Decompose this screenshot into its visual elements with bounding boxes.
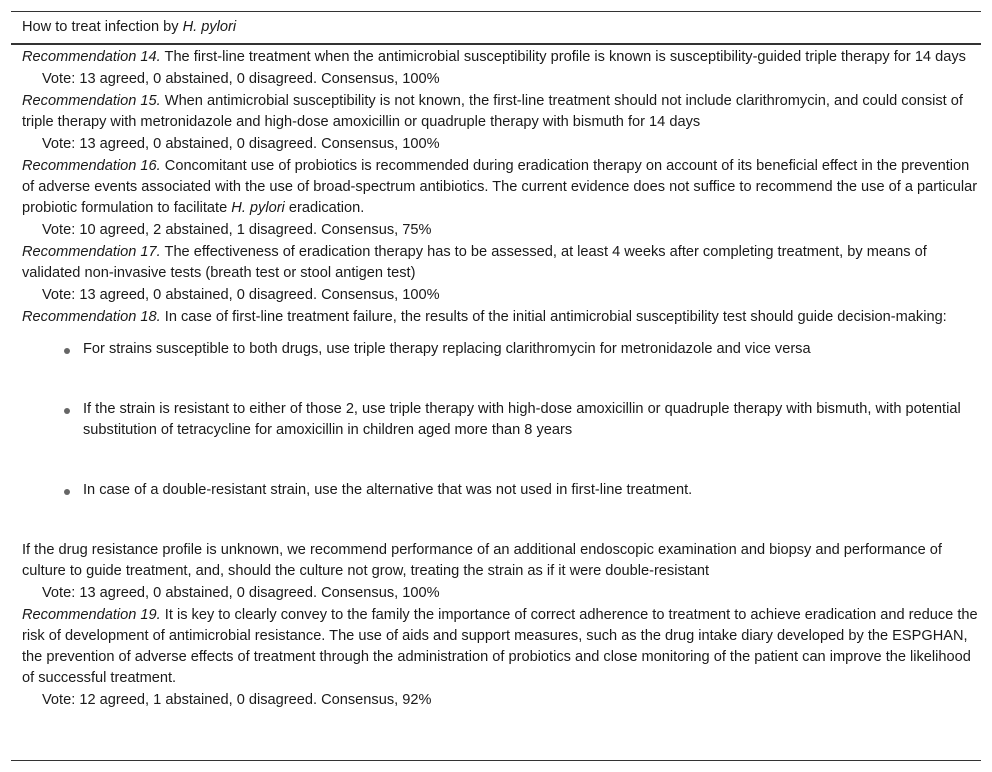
rec15-vote: Vote: 13 agreed, 0 abstained, 0 disagreed. Consensus, 100% — [42, 136, 440, 152]
rec16-label: Recommendation 16. — [22, 158, 161, 174]
rec14-label: Recommendation 14. — [22, 49, 161, 65]
table-bottom-rule — [11, 760, 981, 761]
rec14-text: The first-line treatment when the antimicrobial susceptibility profile is known is susceptibility-guided triple therapy for 14 days — [160, 49, 966, 65]
rec16-text-end: eradication. — [284, 200, 365, 216]
recommendation-19 — [22, 605, 981, 689]
rec18-text: In case of first-line treatment failure, the results of the initial antimicrobial susceptibility test should guide decision-making: — [160, 309, 947, 325]
bullet-icon — [64, 408, 70, 414]
rec16-vote: Vote: 10 agreed, 2 abstained, 1 disagreed. Consensus, 75% — [42, 222, 432, 238]
rec16-organism: H. pylori — [231, 200, 285, 216]
bullet-text: For strains susceptible to both drugs, use triple therapy replacing clarithromycin for metronidazole and vice versa — [83, 341, 811, 357]
bullet-text: In case of a double-resistant strain, use the alternative that was not used in first-line treatment. — [83, 482, 693, 498]
rec14-vote: Vote: 13 agreed, 0 abstained, 0 disagreed. Consensus, 100% — [42, 71, 440, 87]
list-item — [22, 399, 981, 441]
header-prefix: How to treat infection by — [22, 19, 183, 35]
rec18-label: Recommendation 18. — [22, 309, 161, 325]
rec19-label: Recommendation 19. — [22, 607, 161, 623]
rec19-vote: Vote: 12 agreed, 1 abstained, 0 disagreed. Consensus, 92% — [42, 692, 432, 708]
rec17-text: The effectiveness of eradication therapy has to be assessed, at least 4 weeks after completing treatment, by means of validated non-invasive tests (breath test or stool antigen test) — [22, 244, 927, 281]
rec18-followup: If the drug resistance profile is unknown, we recommend performance of an additional endoscopic examination and biopsy and performance of culture to guide treatment, and, should the culture not grow, treating the strain as if it were double-resistant — [22, 542, 942, 579]
bullet-icon — [64, 489, 70, 495]
list-item — [22, 480, 981, 501]
recommendation-18 — [22, 307, 981, 328]
recommendation-16 — [22, 156, 981, 219]
rec17-vote: Vote: 13 agreed, 0 abstained, 0 disagreed. Consensus, 100% — [42, 287, 440, 303]
header-organism: H. pylori — [182, 19, 237, 35]
recommendations-table — [11, 11, 981, 712]
rec18-vote: Vote: 13 agreed, 0 abstained, 0 disagreed. Consensus, 100% — [42, 585, 440, 601]
table-body — [11, 45, 981, 712]
list-item — [22, 339, 981, 360]
table-header — [11, 12, 981, 45]
bullet-icon — [64, 348, 70, 354]
rec15-label: Recommendation 15. — [22, 93, 161, 109]
recommendation-14 — [22, 47, 981, 68]
rec16-text: Concomitant use of probiotics is recommended during eradication therapy on account of its beneficial effect in the prevention of adverse events associated with the use of broad-spectrum antibiotics. The current evidence does not suffice to recommend the use of a particular probiotic formulation to facilitate — [22, 158, 978, 216]
rec17-label: Recommendation 17. — [22, 244, 161, 260]
rec19-text: It is key to clearly convey to the family the importance of correct adherence to treatment to achieve eradication and reduce the risk of development of antimicrobial resistance. The use of aids and support measures, such as the drug intake diary developed by the ESPGHAN, the prevention of adverse effects of treatment through the administration of probiotics and close monitoring of the patient can improve the likelihood of successful treatment. — [22, 607, 978, 686]
recommendation-17 — [22, 242, 981, 284]
rec18-bullet-list — [22, 339, 981, 501]
recommendation-15 — [22, 91, 981, 133]
rec15-text: When antimicrobial susceptibility is not known, the first-line treatment should not include clarithromycin, and could consist of triple therapy with metronidazole and high-dose amoxicillin or quadruple therapy with bismuth for 14 days — [22, 93, 963, 130]
bullet-text: If the strain is resistant to either of those 2, use triple therapy with high-dose amoxicillin or quadruple therapy with bismuth, with potential substitution of tetracycline for amoxicillin in children aged more than 8 years — [83, 401, 961, 438]
